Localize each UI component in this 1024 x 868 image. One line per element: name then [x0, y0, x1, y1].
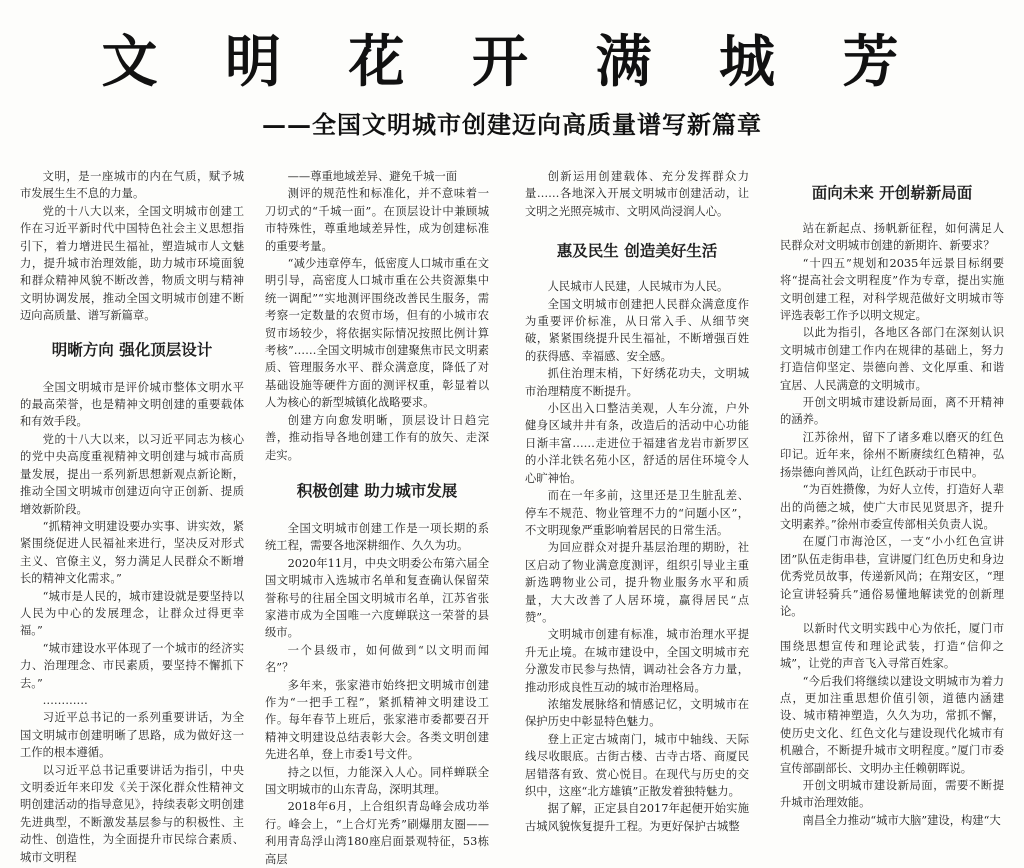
paragraph: 全国文明城市创建把人民群众满意度作为重要评价标准，从日常入手、从细节突破，紧紧围绕提升民生福祉，不断增强百姓的获得感、幸福感、安全感。 — [525, 297, 749, 363]
section-heading: 积极创建 助力城市发展 — [296, 481, 458, 500]
paragraph: “城市是人民的，城市建设就是要坚持以人民为中心的发展理念，让群众过得更幸福。” — [20, 589, 244, 638]
paragraph: 开创文明城市建设新局面，离不开精神的涵养。 — [780, 396, 1004, 427]
paragraph: 抓住治理末梢，下好绣花功夫，文明城市治理精度不断提升。 — [525, 367, 749, 398]
headline: 文 明 花 开 满 城 芳 — [101, 30, 923, 95]
paragraph: 以习近平总书记重要讲话为指引，中央文明委近年来印发《关于深化群众性精神文明创建活动的指导意见》，持续表彰文明创建先进典型，不断激发基层参与的积极性、主动性、创造性，为全面提升市民综合素质、城市文明程 — [20, 763, 244, 864]
paragraph: 测评的规范性和标准化，并不意味着一刀切式的“千城一面”。在顶层设计中兼顾城市特殊性，尊重地域差异性，成为创建标准的重要考量。 — [265, 187, 489, 253]
paragraph: 据了解，正定县自2017年起便开始实施古城风貌恢复提升工程。为更好保护古城整 — [525, 802, 749, 833]
paragraph: 多年来，张家港市始终把文明城市创建作为“一把手工程”，紧抓精神文明建设工作。每年春节上班后，张家港市委都要召开精神文明建设总结表彰大会。各类文明创建先进名单，登上市委1号文件。 — [265, 678, 489, 762]
paragraph: 2020年11月，中央文明委公布第六届全国文明城市入选城市名单和复查确认保留荣誉称号的往届全国文明城市名单，江苏省张家港市成为全国唯一六度蝉联这一荣誉的县级市。 — [265, 556, 489, 640]
paragraph: “为百姓攒像，为好人立传，打造好人辈出的尚德之城，使广大市民见贤思齐，提升文明素养。”徐州市委宣传部相关负责人说。 — [780, 483, 1004, 531]
paragraph: 以新时代文明实践中心为依托，厦门市围绕思想宣传和理论武装，打造“信仰之城”，让党的声音飞入寻常百姓家。 — [780, 622, 1004, 671]
paragraph: 一个县级市，如何做到“以文明而闻名”？ — [265, 643, 489, 675]
paragraph: 文明，是一座城市的内在气质，赋予城市发展生生不息的力量。 — [20, 170, 244, 201]
paragraph: 文明城市创建有标准，城市治理水平提升无止境。在城市建设中，全国文明城市充分激发市民参与热情，调动社会各方力量，推动形成良性互动的城市治理格局。 — [525, 628, 749, 694]
column-2 — [265, 168, 489, 866]
paragraph: 人民城市人民建，人民城市为人民。 — [547, 280, 729, 294]
section-heading: 明晰方向 强化顶层设计 — [51, 340, 213, 359]
paragraph: 全国文明城市创建工作是一项长期的系统工程，需要各地深耕细作、久久为功。 — [265, 521, 489, 553]
paragraph: “抓精神文明建设要办实事、讲实效，紧紧围绕促进人民福祉来进行，坚决反对形式主义、官僚主义，努力满足人民群众不断增长的精神文化需求。” — [20, 519, 244, 586]
paragraph: 党的十八大以来，以习近平同志为核心的党中央高度重视精神文明创建与城市高质量发展，提出一系列新思想新观点新论断，推动全国文明城市创建迈向守正创新、提质增效新阶段。 — [20, 432, 244, 516]
paragraph: 习近平总书记的一系列重要讲话，为全国文明城市创建明晰了思路，成为做好这一工作的根本遵循。 — [20, 711, 244, 760]
paragraph: 南昌全力推动“城市大脑”建设，构建“大 — [802, 813, 1001, 827]
paragraph: 全国文明城市是评价城市整体文明水平的最高荣誉，也是精神文明创建的重要载体和有效手段。 — [20, 380, 244, 429]
paragraph: 在厦门市海沧区，一支“小小红色宣讲团”队伍走街串巷，宣讲厦门红色历史和身边优秀党员故事，传递新风尚；在翔安区，“理论宣讲轻骑兵”通俗易懂地解读党的创新理论。 — [780, 535, 1004, 618]
column-4 — [780, 168, 1004, 827]
paragraph: 党的十八大以来，全国文明城市创建工作在习近平新时代中国特色社会主义思想指引下，着力增进民生福祉，塑造城市人文魅力，提升城市治理效能，助力城市环境面貌和群众精神风貌不断改善，物质文明与精神文明协调发展，推动全国文明城市创建不断迈向高质量、谱写新篇章。 — [20, 204, 244, 323]
paragraph: 创新运用创建载体、充分发挥群众力量……各地深入开展文明城市创建活动，让文明之光照亮城市、文明风尚浸润人心。 — [525, 170, 749, 218]
paragraph: 开创文明城市建设新局面，需要不断提升城市治理效能。 — [780, 779, 1004, 810]
paragraph: 创建方向愈发明晰，顶层设计日趋完善，推动指导各地创建工作有的放矢、走深走实。 — [265, 413, 489, 462]
paragraph: ——尊重地域差异、避免千城一面 — [287, 170, 458, 183]
paragraph: “今后我们将继续以建设文明城市为着力点，更加注重思想价值引领，道德内涵建设、城市精神塑造，久久为功，常抓不懈，使历史文化、红色文化与建设现代化城市有机融合，不断提升城市文明程度。”厦门市委宣传部副部长、文明办主任赖朝晖说。 — [780, 674, 1004, 775]
paragraph: 2018年6月，上合组织青岛峰会成功举行。峰会上，“上合灯光秀”刷爆朋友圈——利用青岛浮山湾180座启面景观特征，53栋高层 — [265, 800, 489, 866]
paragraph: 而在一年多前，这里还是卫生脏乱差、停车不规范、物业管理不力的“问题小区”，不文明现象严重影响着居民的日常生活。 — [525, 489, 749, 537]
section-heading: 惠及民生 创造美好生活 — [556, 242, 718, 261]
paragraph: “十四五”规划和2035年远景目标纲要将“提高社会文明程度”作为专章，提出实施文明创建工程，对科学规范做好文明城市等评选表彰工作予以明文规定。 — [780, 256, 1004, 323]
subheadline: ——全国文明城市创建迈向高质量谱写新篇章 — [262, 110, 762, 139]
paragraph: 江苏徐州，留下了诸多难以磨灭的红色印记。近年来，徐州不断赓续红色精神，弘扬崇德向善风尚，让红色跃动于市民中。 — [780, 430, 1004, 479]
column-3 — [525, 168, 749, 833]
section-heading: 面向未来 开创崭新局面 — [811, 184, 973, 202]
paragraph: 浓缩发展脉络和情感记忆，文明城市在保护历史中彰显特色魅力。 — [525, 697, 749, 729]
paragraph: 站在新起点、扬帆新征程，如何满足人民群众对文明城市创建的新期许、新要求？ — [780, 222, 1004, 253]
paragraph: “减少违章停车，低密度人口城市重在文明引导，高密度人口城市重在公共资源集中统一调配”“实地测评围绕改善民生服务，需考察一定数量的农贸市场，但有的小城市农贸市场较少，将依据实际情况按照比例计算考核”……全国文明城市创建聚焦市民文明素质、管理服务水平、群众满意度，降低了对基础设施等硬件方面的测评权重，彰显着以人为核心的新型城镇化战略要求。 — [265, 257, 489, 410]
paragraph: 持之以恒，力能深入人心。同样蝉联全国文明城市的山东青岛，深明其理。 — [265, 765, 489, 796]
column-1 — [20, 168, 244, 864]
paragraph: “城市建设水平体现了一个城市的经济实力、治理理念、市民素质，要坚持不懈抓下去。” — [20, 641, 244, 690]
paragraph: 为回应群众对提升基层治理的期盼，社区启动了物业满意度测评，组织引导业主重新选聘物业公司，提升物业服务水平和质量，大大改善了人居环境，赢得居民“点赞”。 — [525, 541, 749, 624]
paragraph: 登上正定古城南门，城市中轴线、天际线尽收眼底。古街古楼、古寺古塔、商厦民居错落有致、赏心悦目。在现代与历史的交织中，这座“北方雄镇”正散发着独特魅力。 — [525, 732, 749, 798]
paragraph: 以此为指引，各地区各部门在深刻认识文明城市创建工作内在规律的基础上，努力打造信仰坚定、崇德向善、文化厚重、和谐宜居、人民满意的文明城市。 — [780, 326, 1004, 392]
paragraph: ………… — [42, 693, 88, 707]
paragraph: 小区出入口整洁美观，人车分流，户外健身区域井井有条，改造后的活动中心功能日渐丰富……走进位于福建省龙岩市新罗区的小洋北铁名苑小区，舒适的居住环境令人心旷神怡。 — [525, 402, 749, 485]
